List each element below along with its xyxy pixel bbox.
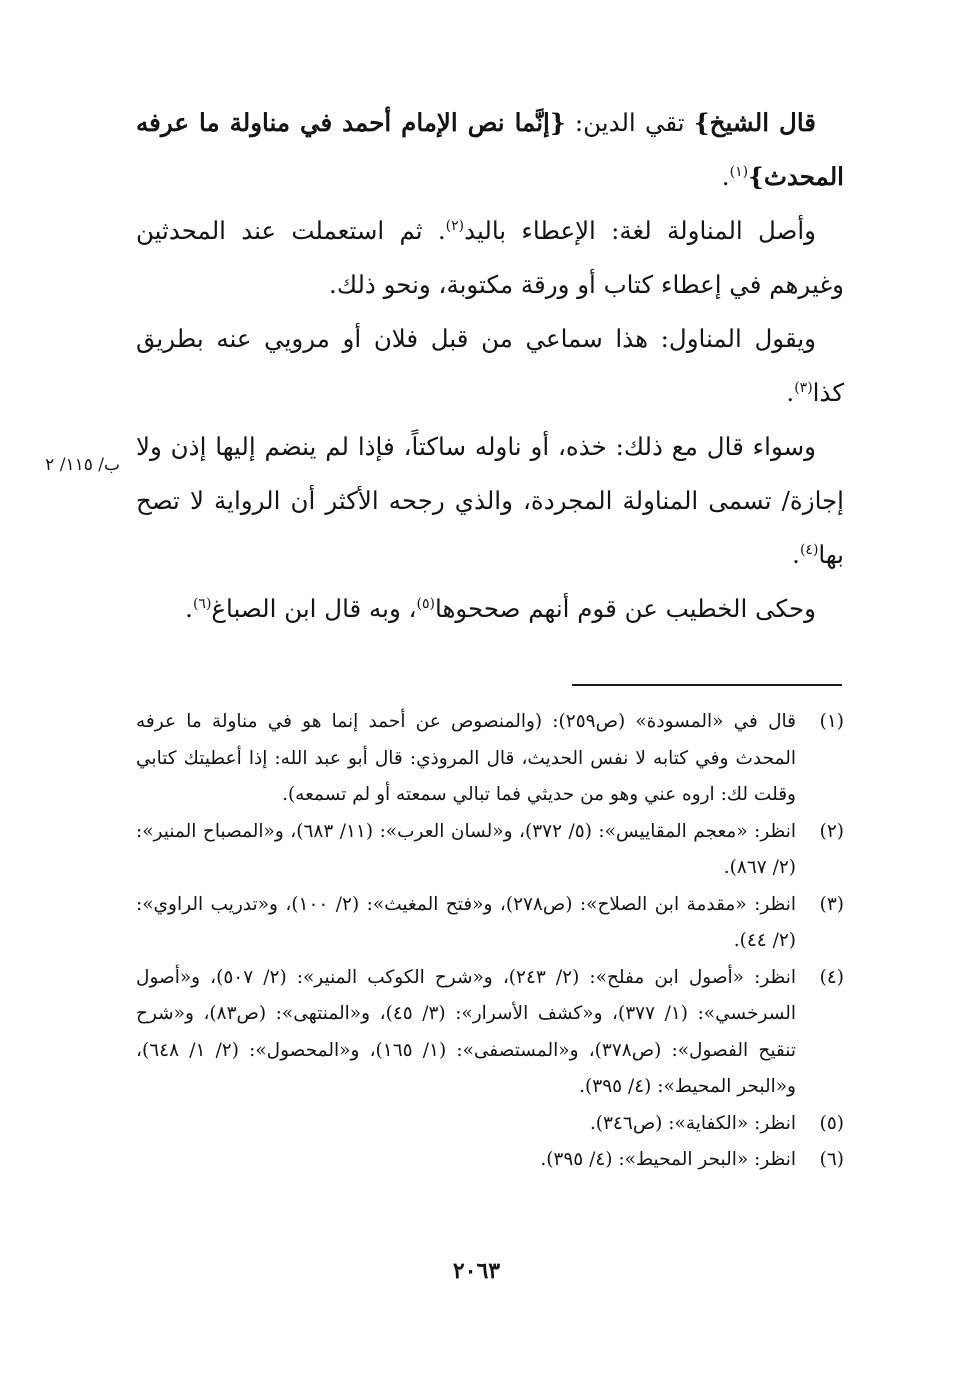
footnote-ref-3[interactable]: (٣) xyxy=(794,379,813,396)
paragraph-1-end: . xyxy=(721,162,730,191)
footnote-ref-4[interactable]: (٤) xyxy=(799,541,819,558)
footnote-number: (٣) xyxy=(819,893,844,915)
footnote-number: (١) xyxy=(819,711,844,732)
footnote-ref-5[interactable]: (٥) xyxy=(416,595,435,612)
paragraph-4-end: . xyxy=(792,540,800,569)
footnote-ref-6[interactable]: (٦) xyxy=(192,595,212,612)
paragraph-3-end: . xyxy=(786,378,795,407)
footnote-number: (٦) xyxy=(819,1149,844,1170)
paragraph-2-text-b: . ثم استعملت عند المحدثين وغيرهم في إعطاء كتاب أو ورقة مكتوبة، ونحو ذلك. xyxy=(136,216,844,299)
paragraph-3 xyxy=(136,312,844,420)
footnote-2 xyxy=(136,814,844,887)
footnote-3 xyxy=(136,887,844,960)
paragraph-1-text: تقي الدين: xyxy=(565,108,694,137)
footnote-separator xyxy=(572,684,842,686)
paragraph-3-text: ويقول المناول: هذا سماعي من قبل فلان أو مرويي عنه بطريق كذا xyxy=(136,324,844,407)
paragraph-5-text-b: ، وبه قال ابن الصباغ xyxy=(211,594,417,623)
footnotes xyxy=(136,704,844,1179)
footnote-text: انظر: «أصول ابن مفلح»: (٢/ ٢٤٣)، و«شرح الكوكب المنير»: (٢/ ٥٠٧)، و«أصول السرخسي»: (١/ ٣٧٧)، و«كشف الأسرار»: (٣/ ٤٥)، و«المنتهى»: (ص٨٣)، و«شرح تنقيح الفصول»: (ص٣٧٨)، و«المستصفى»: (١/ ١٦٥)، و«المحصول»: (٢/ ١/ ٦٤٨)، و«البحر المحيط»: (٤/ ٣٩٥). xyxy=(136,966,796,1097)
paragraph-5 xyxy=(136,582,844,636)
footnote-6 xyxy=(136,1142,844,1179)
bold-opening: قال الشيخ} xyxy=(693,108,816,137)
bold-quote: {إنَّما نص الإمام أحمد في مناولة ما عرفه المحدث} xyxy=(136,108,844,191)
footnote-number: (٤) xyxy=(819,966,844,988)
paragraph-2-text-a: وأصل المناولة لغة: الإعطاء باليد xyxy=(464,216,816,245)
footnote-ref-2[interactable]: (٢) xyxy=(445,217,465,234)
paragraph-4-text: وسواء قال مع ذلك: خذه، أو ناوله ساكتاً، فإذا لم ينضم إليها إذن ولا إجازة/ تسمى المناولة المجردة، والذي رجحه الأكثر أن الرواية لا تصح بها xyxy=(136,432,844,569)
footnote-text: انظر: «الكفاية»: (ص٣٤٦). xyxy=(589,1112,796,1134)
footnote-text: قال في «المسودة» (ص٢٥٩): (والمنصوص عن أحمد إنما هو في مناولة ما عرفه المحدث وفي كتابه لا نفس الحديث، قال المروذي: قال أبو عبد الله: إذا أعطيتك كتابي وقلت لك: اروه عني وهو من حديثي فما تبالي سمعته أو لم تسمعه). xyxy=(136,711,796,805)
paragraph-1 xyxy=(136,96,844,204)
footnote-number: (٥) xyxy=(819,1112,844,1134)
main-text xyxy=(136,96,844,636)
footnote-ref-1[interactable]: (١) xyxy=(729,163,749,180)
footnote-text: انظر: «معجم المقاييس»: (٥/ ٣٧٢)، و«لسان العرب»: (١١/ ٦٨٣)، و«المصباح المنير»: (٢/ ٨٦٧). xyxy=(136,820,796,878)
manuscript-folio-note: ب/ ١١٥/ ٢ xyxy=(45,455,120,475)
footnote-1 xyxy=(136,704,844,814)
paragraph-4 xyxy=(136,420,844,582)
page-number: ٢٠٦٣ xyxy=(452,1258,501,1284)
paragraph-5-end: . xyxy=(185,594,193,623)
footnote-text: انظر: «مقدمة ابن الصلاح»: (ص٢٧٨)، و«فتح المغيث»: (٢/ ١٠٠)، و«تدريب الراوي»: (٢/ ٤٤). xyxy=(136,893,797,951)
paragraph-2 xyxy=(136,204,844,312)
footnote-number: (٢) xyxy=(819,820,844,842)
footnote-text: انظر: «البحر المحيط»: (٤/ ٣٩٥). xyxy=(540,1149,796,1170)
footnote-5 xyxy=(136,1106,844,1143)
footnote-4 xyxy=(136,960,844,1106)
paragraph-5-text-a: وحكى الخطيب عن قوم أنهم صححوها xyxy=(434,594,816,623)
